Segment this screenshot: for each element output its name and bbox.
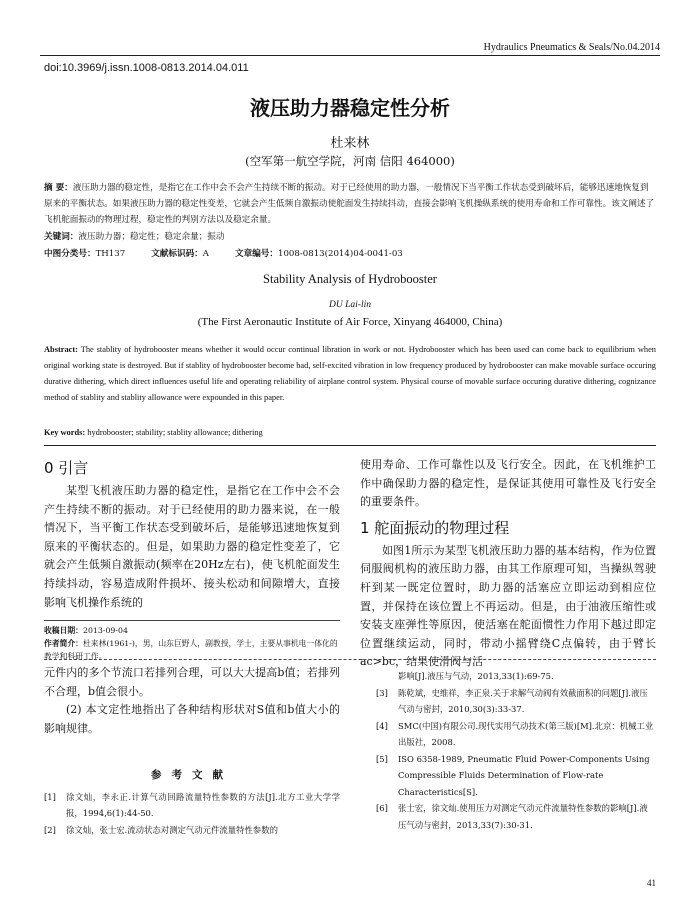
abstract-chinese: [44, 180, 656, 228]
reference-number: [4]: [376, 720, 388, 731]
affiliation-english: (The First Aeronautic Institute of Air Force, Xinyang 464000, China): [197, 316, 503, 328]
abstract-cn-text: 液压助力器的稳定性，是指它在工作中会不会产生持续不断的振动。对于已经使用的助力器，一般情况下当平衡工作状态受到破坏后，能够迅速地恢复到原来的平衡状态。如果液压助力器的稳定性变差，它就会产生低频自激振动使舵面发生持续抖动，直接会影响飞机操纵系统的使用寿命和工作可靠性。该文阐述了飞机舵面振动的物理过程，稳定性的判别方法以及稳定余量。: [44, 183, 655, 225]
reference-number: [6]: [376, 803, 388, 813]
bio-value: 杜来林(1961-)，男，山东巨野人，副教授，学士，主要从事机电一体化的教学和科研工作。: [44, 639, 338, 661]
received-date: [44, 624, 340, 637]
reference-item: [376, 668, 656, 685]
abstract-divider: [44, 445, 656, 446]
reference-text: ISO 6358-1989, Pneumatic Fluid Power-Components Using Compressible Fluids Determination of Flow-rate Characteristics[S].: [398, 753, 650, 797]
keywords-cn-label: 关键词：: [44, 232, 79, 242]
continued-paragraph: 使用寿命、工作可靠性以及飞行安全。因此，在飞机维护工作中确保助力器的稳定性，是保证其使用可靠性及飞行安全的重要条件。: [360, 458, 656, 509]
doc-label: 文献标识码：: [151, 249, 203, 259]
reference-number: [1]: [44, 791, 56, 802]
abstract-cn-label: 摘 要：: [44, 183, 73, 193]
column-right-top: [360, 456, 656, 672]
reference-item: [376, 751, 656, 801]
section-1-paragraph: 如图1所示为某型飞机液压助力器的基本结构，作为位置伺服阀机构的液压助力器，由其工作原理可知，当操纵驾驶杆到某一既定位置时，助力器的活塞应立即运动到相应位置，并保持在该位置上不再运动。但是，由于油液压缩性或安装支座弹性等原因，使活塞在舵面惯性力作用下越过即定位置继续运动，同时，带动小摇臂绕C点偏转，由于臂长ac>bc，结果使滑阀与活: [360, 543, 656, 669]
column-left-top: [44, 458, 340, 612]
article-separator: [44, 659, 656, 660]
section-0-paragraph: 某型飞机液压助力器的稳定性，是指它在工作中会不会产生持续不断的振动。对于已经使用的助力器来说，在一般情况下，当平衡工作状态受到破坏后，是能够迅速地恢复到原来的平衡状态的。但是，如果助力器的稳定性变差了，它就会产生低频自激振动(频率在20Hz左右)，使飞机舵面发生持续抖动，容易造成附件损坏、接头松动和间隙增大，直接影响飞机操作系统的: [44, 484, 340, 609]
keywords-english: [44, 426, 656, 440]
section-1-heading: 1 舵面振动的物理过程: [360, 518, 510, 537]
abstract-english: [44, 342, 656, 406]
journal-header: Hydraulics Pneumatics & Seals/No.04.2014: [40, 42, 660, 56]
abstract-en-label: Abstract:: [44, 345, 78, 354]
clc-label: 中图分类号：: [44, 249, 96, 259]
keywords-en-text: hydrobooster; stability; stablity allowance; dithering: [85, 428, 263, 437]
title-english: Stability Analysis of Hydrobooster: [263, 272, 437, 286]
section-0-heading: 0 引言: [44, 459, 89, 477]
reference-text: SMC(中国)有限公司.现代实用气动技术(第三版)[M].北京：机械工业出版社，2008.: [398, 720, 654, 747]
classification-line: [44, 246, 656, 262]
reference-number: [3]: [376, 687, 388, 698]
reference-item: [44, 789, 340, 822]
article-value: 1008-0813(2014)04-0041-03: [278, 249, 403, 259]
footnote: [44, 620, 340, 663]
article-number: [235, 246, 403, 262]
clc-number: [44, 246, 125, 262]
column-right-bottom: [376, 668, 656, 833]
affiliation-chinese: (空军第一航空学院，河南 信阳 464000): [245, 154, 455, 168]
reference-item: [376, 800, 656, 833]
abstract-en-text: The stablity of hydrobooster means whether it would occur continual libration in work or not. Hydrobooster which has been used can come back to equilibrium when original working state is destroyed. But if stablity of hydrobooster become bad, self-excited vibration in low frequency produced by hydrobooster can make movable surface occuring durative dithering, which direct influences useful life and operating reliability of airplane control system. Physical course of movable surface occuring durative dithering, cognizance method of stablity and stablity allowance were expounded in this paper.: [44, 345, 656, 402]
reference-text: 陈乾斌，史维祥，李正泉.关于求解气动阀有效截面积的问题[J].液压气动与密封，2010,30(3):33-37.: [398, 687, 648, 714]
document-code: [151, 246, 209, 262]
doi: doi:10.3969/j.issn.1008-0813.2014.04.011: [44, 62, 249, 74]
keywords-en-label: Key words:: [44, 428, 86, 437]
clc-value: TH137: [95, 249, 126, 259]
author-english: DU Lai-lin: [329, 300, 371, 310]
prev-article-paragraph-1: 元件内的多个节流口若排列合理，可以大大提高b值；若排列不合理，b值会很小。: [44, 666, 340, 698]
reference-text: 影响[J].液压与气动，2013,33(1):69-75.: [398, 671, 554, 681]
reference-text: 徐文灿，李永正.计算气动回路流量特性参数的方法[J].北方工业大学学报，1994,6(1):44-50.: [66, 791, 340, 819]
article-label: 文章编号：: [235, 249, 278, 259]
reference-number: [5]: [376, 753, 388, 764]
reference-item: [44, 822, 340, 839]
reference-number: [2]: [44, 824, 56, 835]
reference-text: 徐文灿，张士宏.流动状态对测定气动元件流量特性参数的: [66, 824, 279, 835]
page-number: 41: [647, 878, 656, 888]
prev-article-paragraph-2: (2) 本文定性地指出了各种结构形状对S值和b值大小的影响规律。: [44, 703, 340, 735]
bio-label: 作者简介：: [44, 639, 83, 648]
keywords-chinese: [44, 229, 656, 245]
reference-number: [376, 668, 398, 685]
reference-item: [376, 685, 656, 718]
author-chinese: 杜来林: [330, 136, 370, 151]
reference-item: [376, 718, 656, 751]
received-value: 2013-09-04: [82, 626, 128, 635]
reference-text: 张士宏，徐文灿.使用压力对测定气动元件流量特性参数的影响[J].液压气动与密封，2013,33(7):30-31.: [398, 803, 648, 830]
keywords-cn-text: 液压助力器；稳定性；稳定余量；振动: [78, 232, 225, 242]
title-chinese: 液压助力器稳定性分析: [250, 96, 450, 120]
received-label: 收稿日期：: [44, 626, 83, 635]
references-heading: 参考文献: [151, 769, 233, 782]
doc-value: A: [202, 249, 210, 259]
column-left-bottom: [44, 664, 340, 838]
